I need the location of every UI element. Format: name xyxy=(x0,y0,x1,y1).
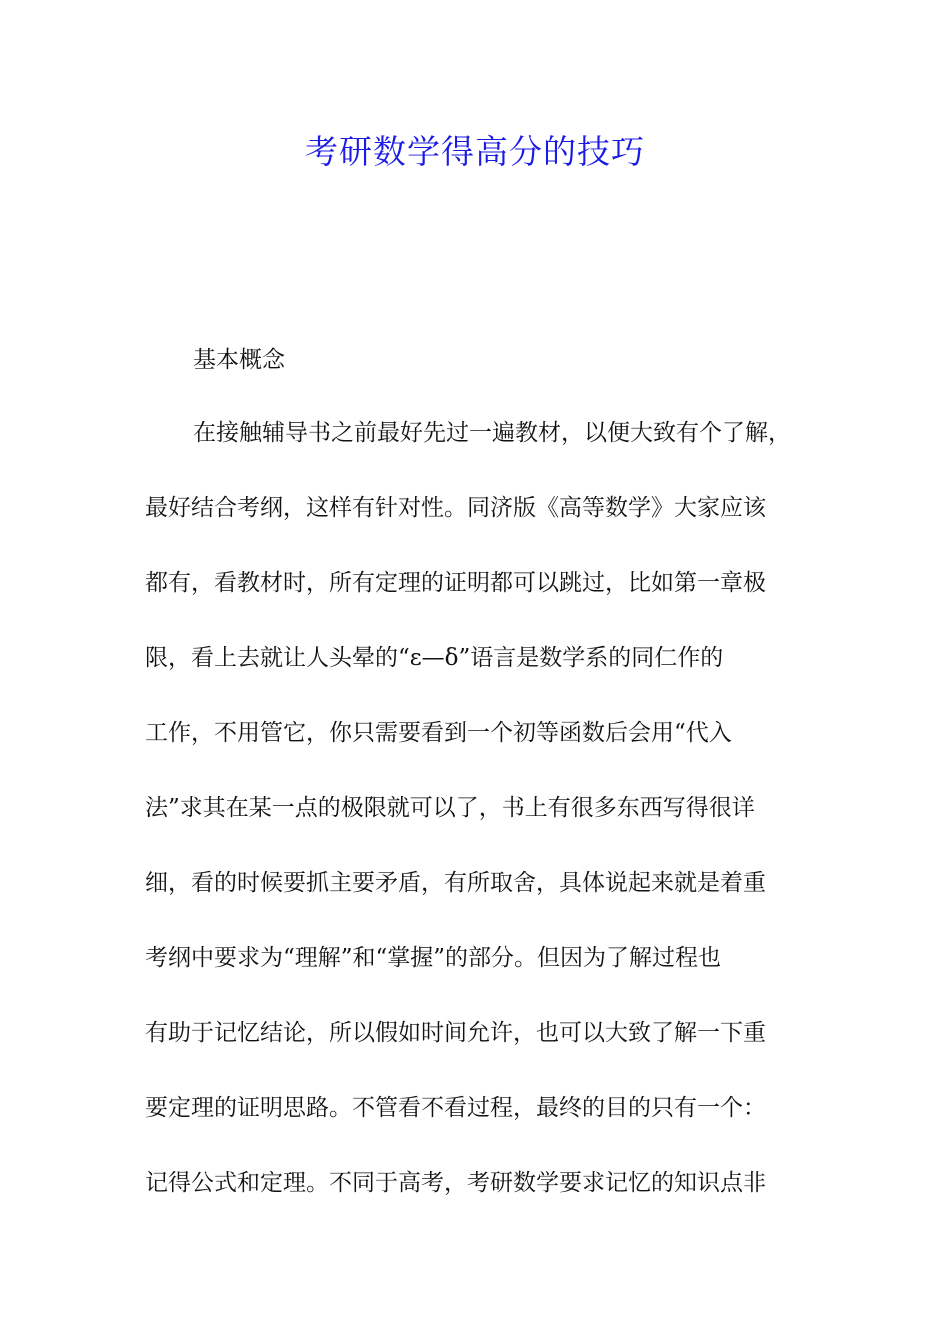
paragraph-line: 都有，看教材时，所有定理的证明都可以跳过，比如第一章极 xyxy=(145,570,766,596)
paragraph-line: 在接触辅导书之前最好先过一遍教材，以便大致有个了解， xyxy=(193,420,791,446)
paragraph-line: 考纲中要求为“理解”和“掌握”的部分。但因为了解过程也 xyxy=(145,945,722,971)
section-heading: 基本概念 xyxy=(193,347,285,373)
paragraph-line: 有助于记忆结论，所以假如时间允许，也可以大致了解一下重 xyxy=(145,1020,766,1046)
paragraph-line: 记得公式和定理。不同于高考，考研数学要求记忆的知识点非 xyxy=(145,1170,766,1196)
document-title: 考研数学得高分的技巧 xyxy=(305,132,645,171)
paragraph-line: 最好结合考纲，这样有针对性。同济版《高等数学》大家应该 xyxy=(145,495,766,521)
paragraph-line: 工作，不用管它，你只需要看到一个初等函数后会用“代入 xyxy=(145,720,732,746)
paragraph-line: 限，看上去就让人头晕的“ε—δ”语言是数学系的同仁作的 xyxy=(145,645,724,671)
paragraph-line: 法”求其在某一点的极限就可以了，书上有很多东西写得很详 xyxy=(145,795,755,821)
paragraph-line: 要定理的证明思路。不管看不看过程，最终的目的只有一个： xyxy=(145,1095,766,1121)
body-paragraph xyxy=(145,412,811,1237)
paragraph-line: 细，看的时候要抓主要矛盾，有所取舍，具体说起来就是着重 xyxy=(145,870,766,896)
